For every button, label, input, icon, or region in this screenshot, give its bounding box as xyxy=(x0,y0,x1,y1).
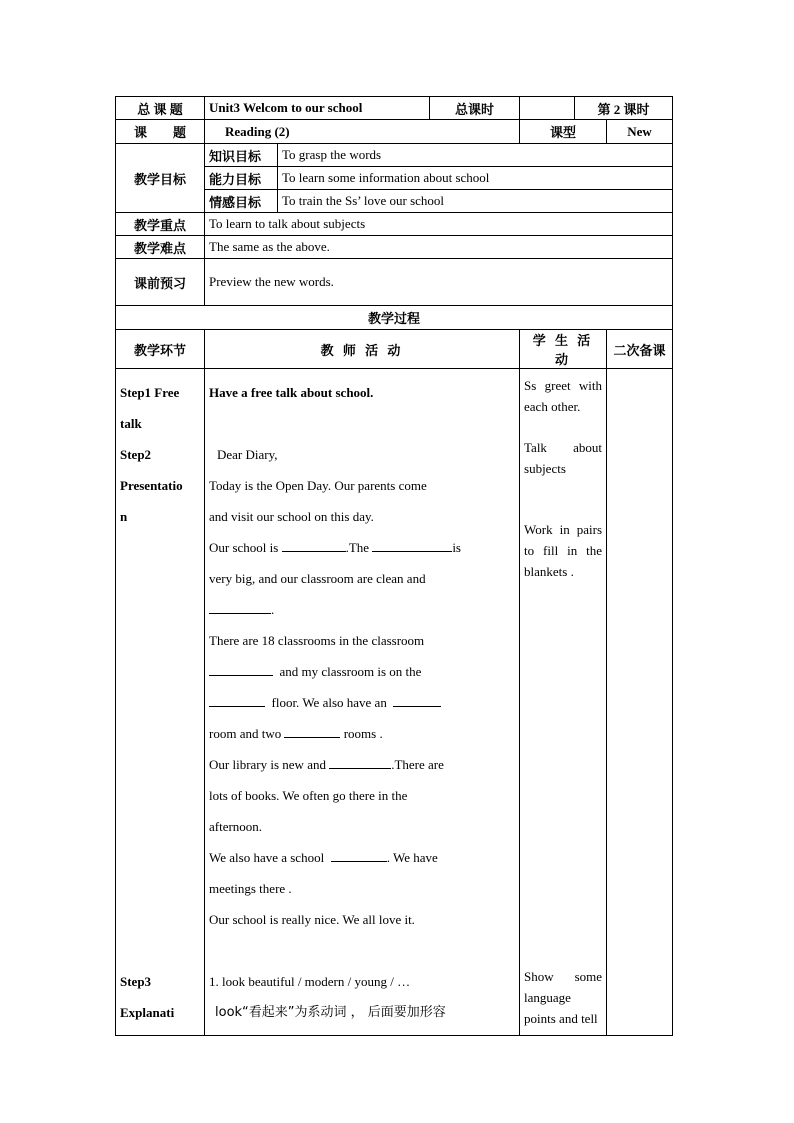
diary-line: very big, and our classroom are clean and xyxy=(209,570,426,586)
lesson-plan-table xyxy=(115,96,673,1036)
total-topic-value: Unit3 Welcom to our school xyxy=(205,97,430,120)
diary-line: room and two rooms . xyxy=(209,725,383,741)
stage-column xyxy=(116,369,205,1036)
lesson-number: 第 2 课时 xyxy=(575,97,673,120)
student-activity-item: Talk about subjects xyxy=(524,440,603,476)
total-hours-value xyxy=(520,97,575,120)
student-activity-item: Show some language points and tell xyxy=(524,969,603,1026)
objective-label: 情感目标 xyxy=(205,190,278,213)
process-title: 教学过程 xyxy=(116,306,673,330)
explanation-line: look“看起来”为系动词 ， 后面要加形容 xyxy=(215,1004,446,1020)
column-header-stage: 教学环节 xyxy=(116,330,205,369)
student-activity xyxy=(520,369,607,1036)
step-label: Presentatio xyxy=(120,477,183,493)
diary-line: meetings there . xyxy=(209,880,292,896)
column-header-teacher: 教 师 活 动 xyxy=(205,330,520,369)
teacher-activity xyxy=(205,369,520,1036)
total-topic-label: 总 课 题 xyxy=(116,97,205,120)
objectives-label: 教学目标 xyxy=(116,144,205,213)
difficulty-text: The same as the above. xyxy=(205,236,673,259)
column-header-student: 学 生 活 动 xyxy=(520,330,607,369)
type-label: 课型 xyxy=(520,120,607,144)
fill-blank[interactable] xyxy=(282,550,346,552)
step-label: Step1 Free xyxy=(120,384,180,400)
preview-text: Preview the new words. xyxy=(205,259,673,306)
fill-blank[interactable] xyxy=(209,705,265,707)
diary-line: Our school is .The is xyxy=(209,539,461,555)
diary-line: afternoon. xyxy=(209,818,263,834)
second-prep-notes xyxy=(607,369,673,1036)
step-label: Explanati xyxy=(120,1004,175,1020)
step-label: Step3 xyxy=(120,973,152,989)
fill-blank[interactable] xyxy=(284,736,340,738)
diary-greeting: Dear Diary, xyxy=(217,446,278,462)
student-activity-item: Work in pairs to fill in the blankets . xyxy=(524,522,603,579)
preview-label: 课前预习 xyxy=(116,259,205,306)
activity-heading: Have a free talk about school. xyxy=(209,384,374,400)
fill-blank[interactable] xyxy=(329,767,391,769)
key-point-label: 教学重点 xyxy=(116,213,205,236)
explanation-line: 1. look beautiful / modern / young / … xyxy=(209,973,411,989)
objective-label: 知识目标 xyxy=(205,144,278,167)
type-value: New xyxy=(607,120,673,144)
topic-value: Reading (2) xyxy=(205,120,520,144)
topic-label: 课 题 xyxy=(116,120,205,144)
step-label: Step2 xyxy=(120,446,152,462)
diary-line: and visit our school on this day. xyxy=(209,508,374,524)
diary-line: floor. We also have an xyxy=(209,687,515,718)
step-label: talk xyxy=(120,415,142,431)
diary-line: We also have a school . We have xyxy=(209,849,438,865)
objective-label: 能力目标 xyxy=(205,167,278,190)
diary-line: There are 18 classrooms in the classroom xyxy=(209,632,425,648)
total-hours-label: 总课时 xyxy=(430,97,520,120)
fill-blank[interactable] xyxy=(331,860,387,862)
diary-line: Today is the Open Day. Our parents come xyxy=(209,477,427,493)
step-label: n xyxy=(120,508,128,524)
fill-blank[interactable] xyxy=(372,550,452,552)
column-header-notes: 二次备课 xyxy=(607,330,673,369)
diary-line: Our school is really nice. We all love it. xyxy=(209,911,415,927)
key-point-text: To learn to talk about subjects xyxy=(205,213,673,236)
fill-blank[interactable] xyxy=(393,705,441,707)
diary-line: . xyxy=(209,594,515,625)
objective-text: To train the Ss’ love our school xyxy=(278,190,673,213)
diary-line: Our library is new and .There are xyxy=(209,756,444,772)
difficulty-label: 教学难点 xyxy=(116,236,205,259)
objective-text: To learn some information about school xyxy=(278,167,673,190)
diary-line: lots of books. We often go there in the xyxy=(209,787,408,803)
fill-blank[interactable] xyxy=(209,612,271,614)
fill-blank[interactable] xyxy=(209,674,273,676)
diary-line: and my classroom is on the xyxy=(209,656,515,687)
objective-text: To grasp the words xyxy=(278,144,673,167)
student-activity-item: Ss greet with each other. xyxy=(524,378,603,414)
